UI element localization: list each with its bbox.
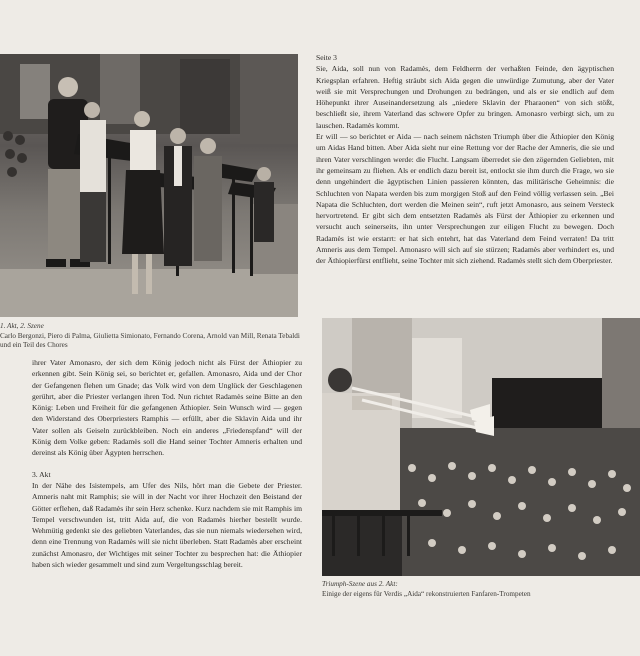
right-paragraph-1: Sie, Aida, soll nun von Radamès, dem Feldherrn der verhaßten Feinde, den ägyptischen Kriegsplan erfahren. Heftig sträubt sich Aida gegen die unwürdige Zumutung, aber der Vater weiß sie mit Versprechungen und Drohungen zu bedrängen, und als er sie endlich auf dem Höhepunkt ihrer Auseinandersetzung als „niedere Sklavin der Pharaonen“ von sich stößt, beschließt sie, ihrem Vaterland das schwere Opfer zu bringen. Amonasro verbirgt sich, um zu lauschen. Radamès kommt. <box>316 64 614 130</box>
left-intro-paragraph: ihrer Vater Amonasro, der sich dem König jedoch nicht als Fürst der Äthiopier zu erkennen gibt. Sein König sei, so berichtet er, gefallen. Amonasro, Aida und der Chor der Gefangenen flehen um Gnade; das Volk wird von dem Unglück der Geschlagenen gerührt, aber die Priester verlangen ihren Tod. Nun richtet Radamès seine Bitte an den König: Leben und Freiheit für die gefangenen Äthiopier. Sein Wunsch wird — gegen den Widerstand des Oberpriesters Ramphis — erfüllt, aber die Sklavin Aida und ihr Vater sollen als Geiseln zurückbleiben. Noch ein anderes „Friedenspfand“ will der König dem Volke geben: Radamès soll die Hand seiner Tochter Amneris erhalten und dereinst als König über Ägypten herrschen. <box>32 358 302 458</box>
caption-1-title: 1. Akt, 2. Szene <box>0 322 44 330</box>
photo-caption-2 <box>322 580 622 599</box>
left-text-column <box>32 357 302 580</box>
rehearsal-photo-art <box>0 54 298 317</box>
trumpet-photo <box>322 318 640 576</box>
caption-2-text: Einige der eigens für Verdis „Aida“ rekonstruierten Fanfaren-Trompeten <box>322 589 531 598</box>
page-reference-heading: Seite 3 <box>316 53 337 62</box>
right-text-column <box>316 52 614 267</box>
caption-2-title: Triumph-Szene aus 2. Akt: <box>322 580 398 588</box>
trumpet-photo-art <box>322 318 640 576</box>
right-paragraph-2: Er will — so berichtet er Aida — nach seinem nächsten Triumph über die Äthiopier den König um Aidas Hand bitten. Aber Aida sieht nur eine Rettung vor der Rache der Amneris, die sie und ihren Vater verschlingen werde: die Flucht. Langsam überredet sie den zögernden Geliebten, mit ihr gemeinsam zu fliehen. Als er endlich dazu bereit ist, entlockt sie ihm durch die Frage, wo sie denn ungehindert die ägyptischen Linien passieren könnten, das militärische Geheimnis: die Schluchten von Napata werden bis zum morgigen Stoß auf den Feind völlig verlassen sein. „Bei Napata die Schluchten, dort werden die Meinen sein“, ruft jetzt Amonasro, aus seinem Versteck hervortretend. Er gibt sich dem entsetzten Radamès als Fürst der Äthiopier zu erkennen und versucht auch seinerseits, ihn unter Versprechungen zur eiligen Flucht zu bewegen. Doch Radamès ist wie erstarrt: er hat sich entehrt, hat das Vaterland dem Feind verraten! Da tritt Amneris aus dem Tempel. Amonasro will sich auf sie stürzen; Radamès aber verhindert es, und der Äthiopierfürst entflieht, seine Tochter mit sich ziehend. Radamès stellt sich dem Oberpriester. <box>316 132 614 266</box>
rehearsal-photo <box>0 54 298 317</box>
caption-1-text: Carlo Bergonzi, Piero di Palma, Giulietta Simionato, Fernando Corena, Arnold van Mill, Renata Tebaldi und ein Teil des Chores <box>0 331 300 350</box>
photo-caption-1 <box>0 322 300 351</box>
act-3-paragraph: In der Nähe des Isistempels, am Ufer des Nils, hört man die Gebete der Priester. Amneris naht mit Ramphis; sie will in der Nacht vor ihrer Hochzeit den Beistand der Götter erflehen, daß Radamès ihr sein Herz schenke. Kurz nachdem sie mit Ramphis im Tempel verschwunden ist, tritt Aida auf, die von Radamès hierher bestellt wurde. Wehmütig gedenkt sie des geliebten Vaterlandes, das sie nun niemals wiedersehen wird, denn eine Trennung von Radamès will sie nicht überleben. Statt Radamès aber erscheint zunächst Amonasro, der Wichtiges mit seiner Tochter zu besprechen hat: die Äthiopier haben sich wieder gesammelt und sind zum Vergeltungsschlag bereit. <box>32 480 302 570</box>
act-3-heading: 3. Akt <box>32 469 51 479</box>
